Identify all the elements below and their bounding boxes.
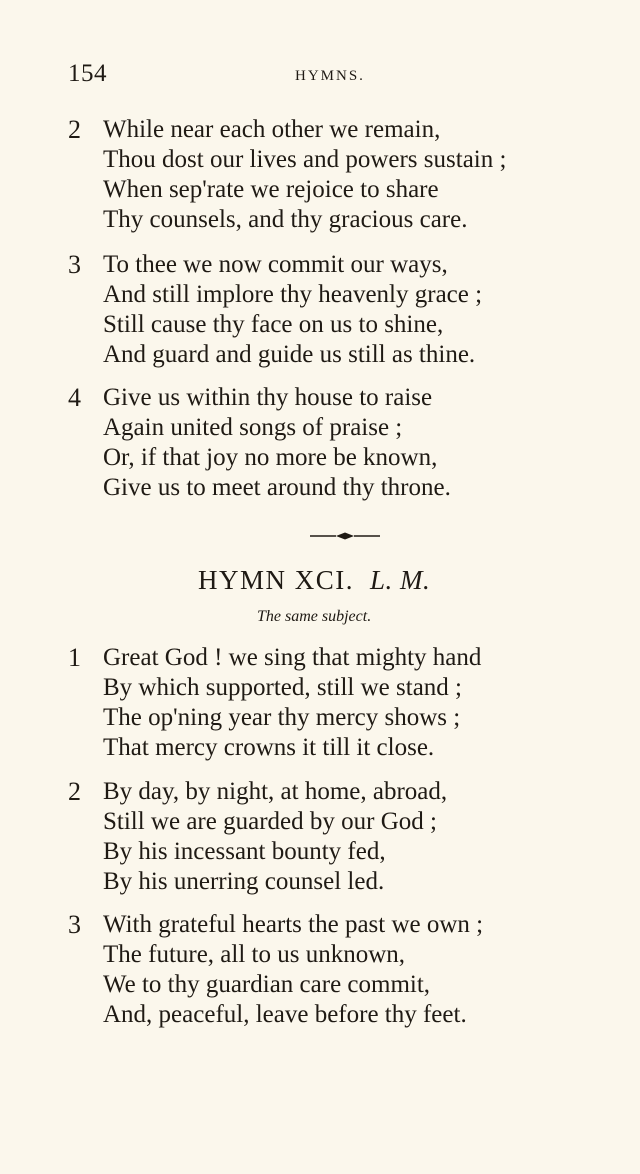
verse-number: 2 <box>68 115 81 144</box>
verse-line: And, peaceful, leave before thy feet. <box>103 1001 467 1028</box>
verse-number: 3 <box>68 250 81 279</box>
hymn-meter: L. M. <box>370 565 431 595</box>
verse-number: 1 <box>68 643 81 672</box>
verse-number: 3 <box>68 910 81 939</box>
page-number: 154 <box>68 60 107 87</box>
verse-line: Or, if that joy no more be known, <box>103 444 438 471</box>
verse-3 <box>68 910 628 1030</box>
verse-line: Thou dost our lives and powers sustain ; <box>103 146 507 173</box>
verse-line: By which supported, still we stand ; <box>103 674 462 701</box>
verse-line: While near each other we remain, <box>103 116 441 143</box>
verse-line: To thee we now commit our ways, <box>103 251 448 278</box>
verse-line: By his incessant bounty fed, <box>103 838 386 865</box>
verse-line: Give us within thy house to raise <box>103 384 433 411</box>
verse-line: By his unerring counsel led. <box>103 868 385 895</box>
verse-line: And guard and guide us still as thine. <box>103 341 476 368</box>
hymn-subtitle: The same subject. <box>257 608 372 625</box>
verse-line: We to thy guardian care commit, <box>103 971 431 998</box>
verse-line: And still implore thy heavenly grace ; <box>103 281 483 308</box>
verse-line: With grateful hearts the past we own ; <box>103 911 484 938</box>
verse-3-continued <box>68 250 628 370</box>
verse-2-continued <box>68 115 628 235</box>
verse-line: Still cause thy face on us to shine, <box>103 311 444 338</box>
verse-line: When sep'rate we rejoice to share <box>103 176 439 203</box>
hymn-title <box>198 565 430 596</box>
verse-4-continued <box>68 383 628 503</box>
verse-line: The op'ning year thy mercy shows ; <box>103 704 461 731</box>
verse-line: Thy counsels, and thy gracious care. <box>103 206 468 233</box>
verse-2 <box>68 777 628 897</box>
verse-line: Give us to meet around thy throne. <box>103 474 451 501</box>
section-divider-ornament <box>310 530 380 542</box>
verse-line: That mercy crowns it till it close. <box>103 734 435 761</box>
verse-1 <box>68 643 628 763</box>
verse-number: 4 <box>68 383 81 412</box>
verse-line: Still we are guarded by our God ; <box>103 808 437 835</box>
verse-line: Again united songs of praise ; <box>103 414 403 441</box>
verse-number: 2 <box>68 777 81 806</box>
hymn-number-title: HYMN XCI. <box>198 565 355 595</box>
running-head: HYMNS. <box>295 68 365 84</box>
verse-line: Great God ! we sing that mighty hand <box>103 644 482 671</box>
verse-line: By day, by night, at home, abroad, <box>103 778 448 805</box>
verse-line: The future, all to us unknown, <box>103 941 406 968</box>
